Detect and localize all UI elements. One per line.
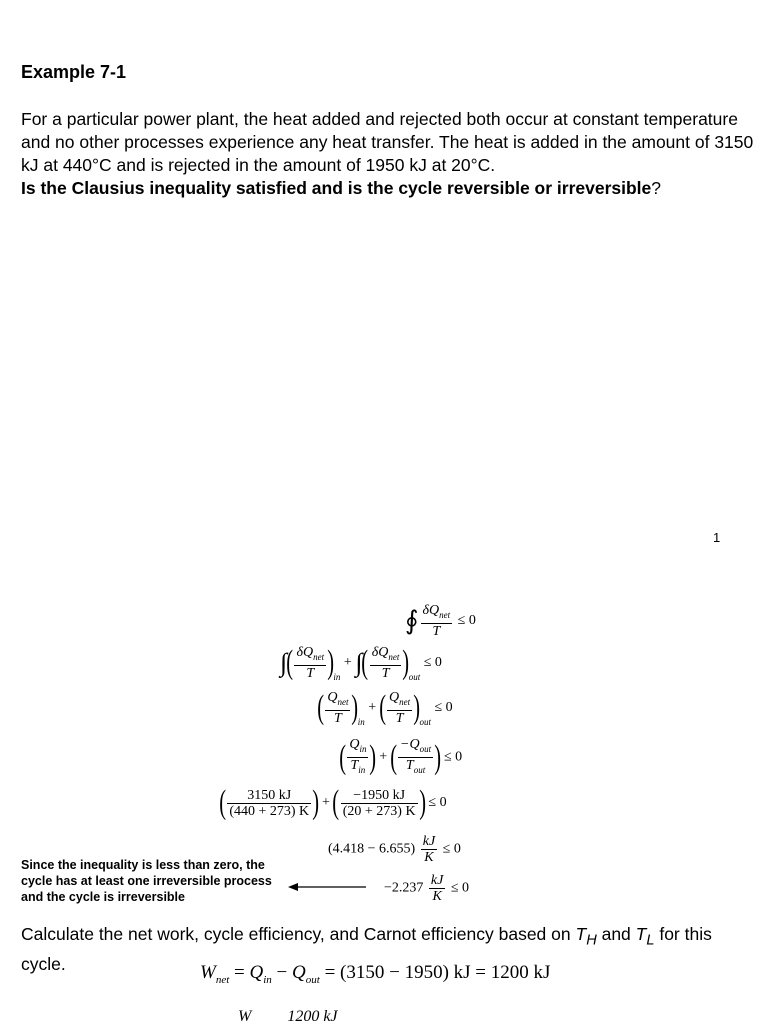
clausius-line-5: ( $\frac{3150 kJ}{(440 + 273) K}$ ) + ( $\frac{-1950 kJ}{(20 + 273) K}$ ) ≤ 0 (219, 784, 447, 821)
clausius-line-7: −2.237 $\frac{kJ}{K}$ ≤ 0 (384, 873, 470, 904)
efficiency-equation-partial: W 1200 kJ (238, 1008, 338, 1025)
problem-question-mark: ? (651, 178, 661, 198)
clausius-line-3: ( $\frac{Q_{net}}{T}$ )$_{in}$ + ( $\frac{Q_{net}}{T}$ )$_{out} \le 0$ (317, 689, 453, 728)
problem-question: Is the Clausius inequality satisfied and is the cycle reversible or irreversible (21, 178, 652, 198)
cyclic-integral-symbol: ∮ (405, 606, 419, 635)
conclusion-note: Since the inequality is less than zero, the cycle has at least one irreversible process and the cycle is irreversible (21, 858, 272, 904)
clausius-line-6: (4.418 − 6.655) $\frac{kJ}{K}$ ≤ 0 (328, 834, 461, 865)
net-work-equation: $W_{net} = Q_{in} - Q_{out} = (3150 - 1950)$ kJ = 1200 kJ (200, 962, 551, 986)
left-arrow-icon (288, 881, 366, 893)
problem-statement (21, 108, 756, 200)
calculation-prompt: Calculate the net work, cycle efficiency, and Carnot efficiency based on $T_H$ and $T_L$ for this cycle. (21, 924, 712, 974)
example-title: Example 7-1 (21, 62, 127, 82)
clausius-line-1 (405, 603, 476, 639)
clausius-line-4: ( $\frac{Q_{in}}{T_{in}}$ ) + ( $\frac{-Q_{out}}{T_{out}}$ ) ≤ 0 (339, 737, 463, 776)
le-zero: ≤ 0 (457, 613, 476, 629)
clausius-line-2: ∫( $\frac{\delta Q_{net}}{T}$ )$_{in}$ + ∫( $\frac{\delta Q_{net}}{T}$ )$_{out} \le 0$ (280, 644, 442, 683)
page-number: 1 (713, 530, 721, 545)
problem-text: For a particular power plant, the heat added and rejected both occur at constant temperature and no other processes experience any heat transfer. The heat is added in the amount of 3150 kJ at 440°C and is rejected in the amount of 1950 kJ at 20°C. (21, 109, 754, 175)
fraction-dq-over-t: $\frac{\delta Q_{net}}{T}$ (422, 603, 451, 639)
